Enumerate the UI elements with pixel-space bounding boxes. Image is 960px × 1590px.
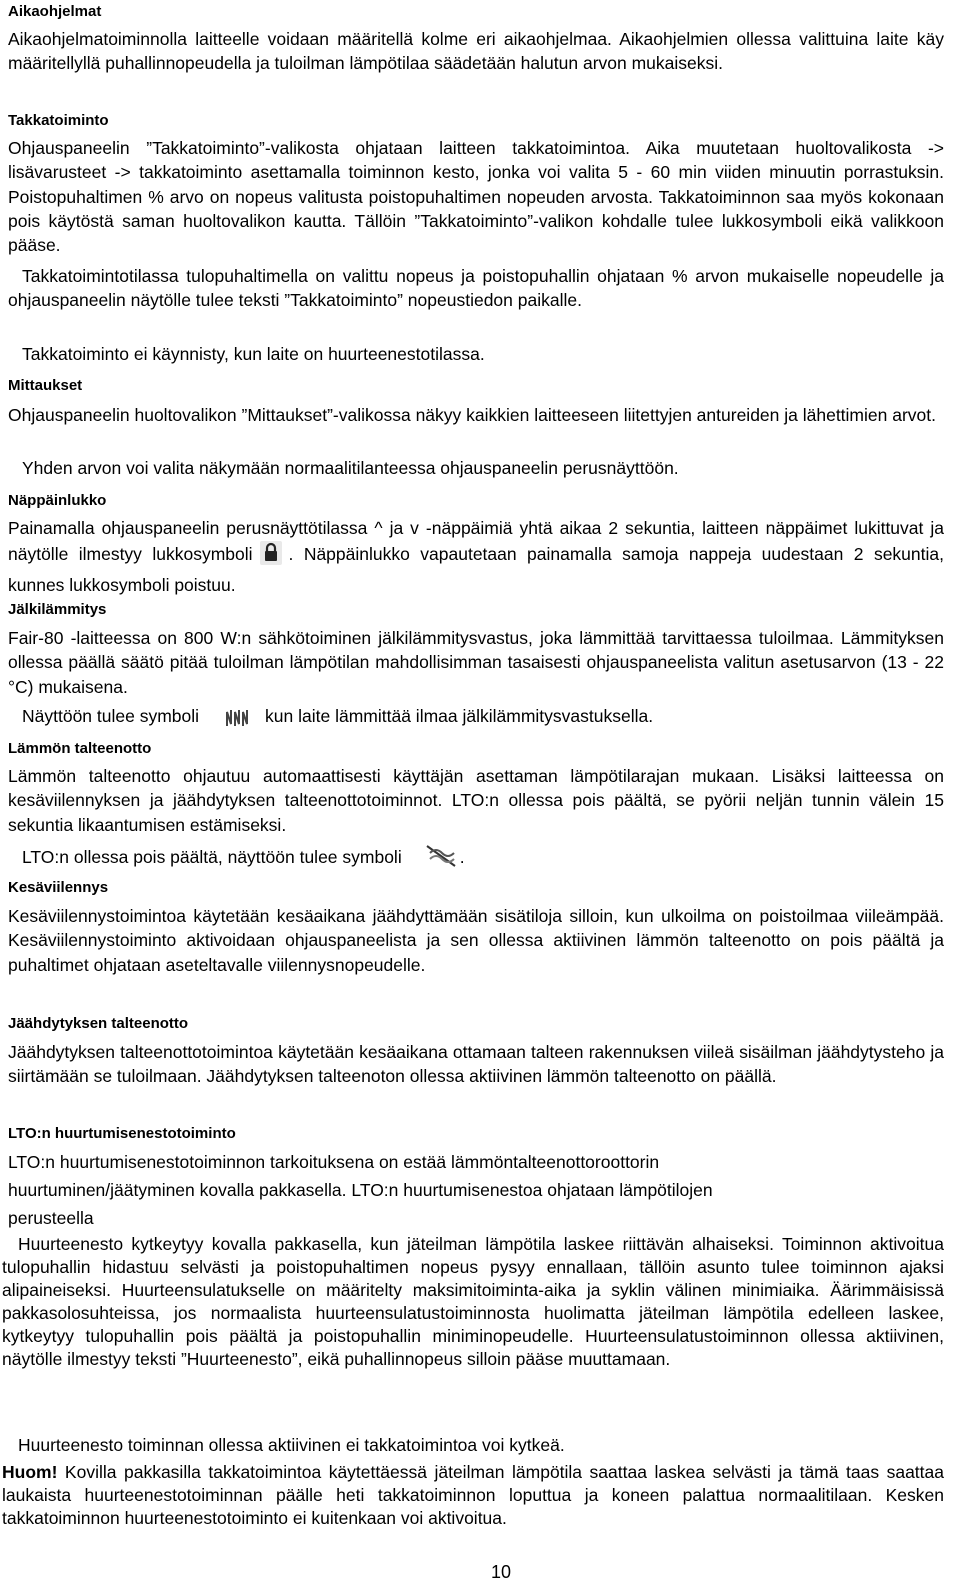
huom-label: Huom! xyxy=(2,1462,58,1482)
heading-jaahdytyksen-talteenotto: Jäähdytyksen talteenotto xyxy=(8,1015,189,1032)
paragraph-jalkilammitys-2 xyxy=(8,704,944,734)
heading-mittaukset: Mittaukset xyxy=(8,377,83,394)
heading-aikaohjelmat: Aikaohjelmat xyxy=(8,3,102,20)
huurtumisenesto-line-2: huurtuminen/jäätyminen kovalla pakkasella. LTO:n huurtumisenestoa ohjataan lämpötilojen xyxy=(8,1180,713,1200)
huurtumisenesto-line-1: LTO:n huurtumisenestotoiminnon tarkoituksena on estää lämmöntalteenottoroottorin xyxy=(8,1152,660,1172)
jalkilammitys-text-a: Näyttöön tulee symboli xyxy=(22,706,200,726)
paragraph-huurtumisenesto-2: Huurteenesto kytkeytyy kovalla pakkasella, kun jäteilman lämpötila laskee riittävän alhaiseksi. Toiminnon aktivoitua tulopuhallin hidastuu selvästi ja poistopuhaltimen nopeus pysyy ennallaan, tällöin asunto tulee toiminnon ajaksi alipaineiseksi. Huurteensulatukselle on määritelty maksimitoiminta-aika ja syklin välinen minimiaika. Äärimmäisissä pakkasolosuhteissa, jos normaalista huurteensulatustoiminnosta huolimatta jäteilman lämpötila edelleen laskee, kytkeytyy tulopuhallin pois päältä ja poistopuhallin miniminopeudelle. Huurteensulatustoiminnon ollessa aktiivinen, näytölle ilmestyy teksti ”Huurteenesto”, eikä puhallinnopeus silloin pääse muuttamaan. xyxy=(2,1234,944,1369)
heading-takkatoiminto: Takkatoiminto xyxy=(8,112,109,129)
heading-lammon-talteenotto: Lämmön talteenotto xyxy=(8,740,152,757)
heading-kesaviilennys: Kesäviilennys xyxy=(8,879,109,896)
paragraph-nappainlukko xyxy=(8,516,944,597)
lto-text-b: . xyxy=(459,847,465,867)
huom-text: Kovilla pakkasilla takkatoimintoa käytettäessä jäteilman lämpötila saattaa laskea selvästi ja tämä taas saattaa laukaista huurteenestotoiminnan päälle heti takkatoiminnon loputtua ja koneen palattua normaalitilaan. Kesken takkatoiminnon huurteenestotoiminto ei kuitenkaan voi aktivoitua. xyxy=(2,1462,944,1528)
paragraph-jalkilammitys-1: Fair-80 -laitteessa on 800 W:n sähkötoiminen jälkilämmitysvastus, joka lämmittää tarvittaessa tuloilmaa. Lämmityksen ollessa päällä säätö pitää tuloilman lämpötilan mahdollisimman tasaisesti ohjauspaneelista valitun asetusarvon (13 - 22 °C) mukaisena. xyxy=(8,628,944,697)
paragraph-lammon-talteenotto-2 xyxy=(8,843,944,875)
paragraph-huurtumisenesto-3: Huurteenesto toiminnan ollessa aktiivinen ei takkatoimintoa voi kytkeä. xyxy=(18,1435,565,1455)
page-number: 10 xyxy=(490,1562,512,1582)
lto-text-a: LTO:n ollessa pois päältä, näyttöön tulee symboli xyxy=(22,847,402,867)
paragraph-lammon-talteenotto-1: Lämmön talteenotto ohjautuu automaattisesti käyttäjän asettaman lämpötilarajan mukaan. Lisäksi laitteessa on kesäviilennyksen ja jäähdytyksen talteenottotoiminnot. LTO:n ollessa pois päältä, se pyörii neljän tunnin välein 15 sekuntia likaantumisen estämiseksi. xyxy=(8,766,944,835)
lto-off-icon xyxy=(410,843,458,875)
jalkilammitys-text-b: kun laite lämmittää ilmaa jälkilämmitysvastuksella. xyxy=(265,706,654,726)
paragraph-jaahdytyksen-talteenotto: Jäähdytyksen talteenottotoimintoa käytetään kesäaikana ottamaan talteen rakennuksen viileä sisäilman jäähdytysteho ja siirtämään se tuloilmaan. Jäähdytyksen talteenoton ollessa aktiivinen lämmön talteenotto on päällä. xyxy=(8,1042,944,1087)
lock-icon xyxy=(259,540,283,572)
heading-jalkilammitys: Jälkilämmitys xyxy=(8,601,107,618)
heater-icon xyxy=(211,708,251,734)
paragraph-kesaviilennys: Kesäviilennystoimintoa käytetään kesäaikana jäähdyttämään sisätiloja silloin, kun ulkoilma on poistoilmaa viileämpää. Kesäviilennystoiminto aktivoidaan ohjauspaneelista ja sen ollessa aktiivinen lämmön talteenotto on pois päältä ja puhaltimet ohjataan aseteltavalle viilennysnopeudelle. xyxy=(8,906,944,975)
heading-huurtumisenesto: LTO:n huurtumisenestotoiminto xyxy=(8,1125,236,1142)
paragraph-huom xyxy=(2,1461,944,1530)
paragraph-takkatoiminto-2: Takkatoimintotilassa tulopuhaltimella on valittu nopeus ja poistopuhallin ohjataan % arvon mukaiselle nopeudelle ja ohjauspaneelin näytölle tulee teksti ”Takkatoiminto” nopeustiedon paikalle. xyxy=(8,266,944,311)
heading-nappainlukko: Näppäinlukko xyxy=(8,492,107,509)
nappainlukko-text-b: . Näppäinlukko vapautetaan painamalla samoja nappeja uudestaan 2 sekuntia, kunnes lukkosymboli poistuu. xyxy=(8,544,944,595)
paragraph-takkatoiminto-1: Ohjauspaneelin ”Takkatoiminto”-valikosta ohjataan laitteen takkatoimintoa. Aika muutetaan huoltovalikosta -> lisävarusteet -> takkatoiminto asettamalla toiminnon kesto, jonka voi valita 5 - 60 min viiden minuutin porrastuksin. Poistopuhaltimen % arvo on nopeus valitusta poistopuhaltimen nopeuden arvosta. Takkatoiminnon saa myös kokonaan pois käytöstä saman huoltovalikon kautta. Tällöin ”Takkatoiminto”-valikon kohdalle tulee lukkosymboli eikä valikkoon pääse. xyxy=(8,138,944,256)
paragraph-takkatoiminto-3: Takkatoiminto ei käynnisty, kun laite on huurteenestotilassa. xyxy=(22,344,485,364)
nappainlukko-text-a: Painamalla ohjauspaneelin perusnäyttötilassa ^ ja v -näppäimiä yhtä aikaa 2 sekuntia, laitteen näppäimet lukittuvat ja näytölle ilmestyy lukkosymboli xyxy=(8,518,944,565)
huurtumisenesto-line-3: perusteella xyxy=(8,1208,94,1228)
paragraph-mittaukset-1: Ohjauspaneelin huoltovalikon ”Mittaukset”-valikossa näkyy kaikkien laitteeseen liitettyjen antureiden ja lähettimien arvot. xyxy=(8,405,936,425)
paragraph-mittaukset-2: Yhden arvon voi valita näkymään normaalitilanteessa ohjauspaneelin perusnäyttöön. xyxy=(22,458,679,478)
paragraph-aikaohjelmat: Aikaohjelmatoiminnolla laitteelle voidaan määritellä kolme eri aikaohjelmaa. Aikaohjelmien ollessa valittuina laite käy määritellyllä puhallinnopeudella ja tuloilman lämpötilaa säädetään halutun arvon mukaiseksi. xyxy=(8,29,944,74)
